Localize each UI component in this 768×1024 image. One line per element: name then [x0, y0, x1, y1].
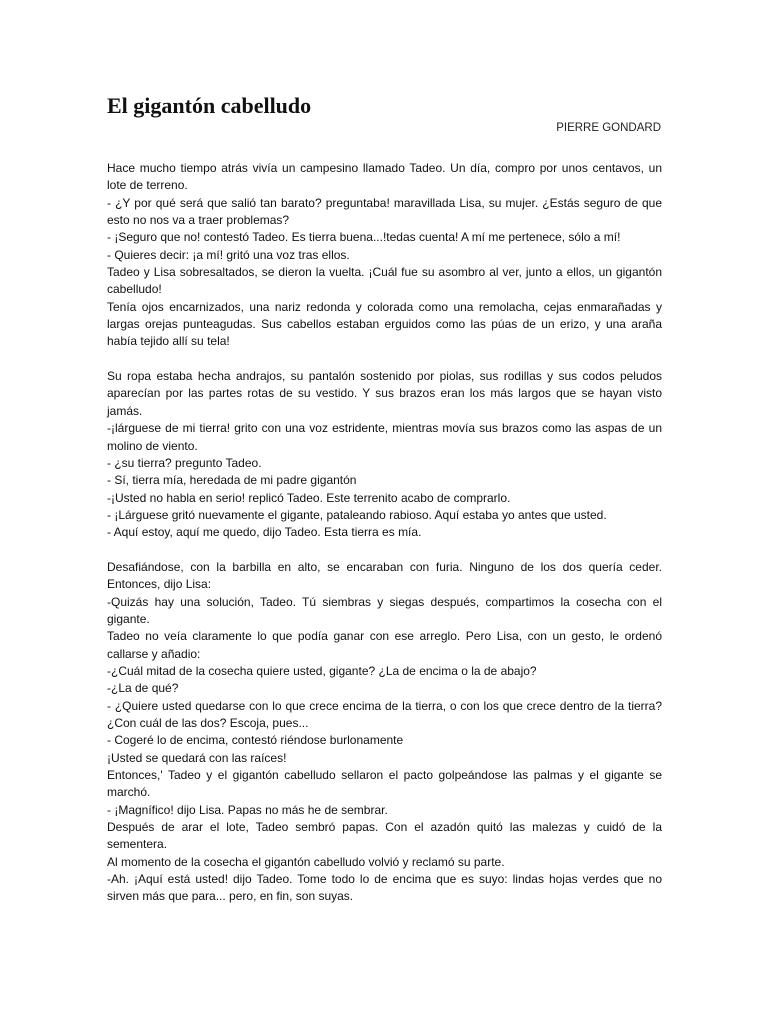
- document-title: El gigantón cabelludo: [107, 93, 312, 118]
- paragraph: Tadeo y Lisa sobresaltados, se dieron la vuelta. ¡Cuál fue su asombro al ver, junto a ellos, un gigantón cabelludo!: [107, 265, 662, 297]
- section-2: [107, 368, 662, 541]
- paragraph: - Quieres decir: ¡a mí! gritó una voz tras ellos.: [107, 247, 350, 262]
- paragraph: - ¡Seguro que no! contestó Tadeo. Es tierra buena...!tedas cuenta! A mí me pertenece, sólo a mí!: [107, 230, 621, 245]
- paragraph: - Sí, tierra mía, heredada de mi padre gigantón: [107, 473, 357, 488]
- paragraph: - ¿su tierra? pregunto Tadeo.: [107, 455, 262, 470]
- paragraph: -¿Cuál mitad de la cosecha quiere usted, gigante? ¿La de encima o la de abajo?: [107, 663, 537, 678]
- paragraph: -¡Usted no habla en serio! replicó Tadeo. Este terrenito acabo de comprarlo.: [107, 490, 511, 505]
- paragraph: Su ropa estaba hecha andrajos, su pantalón sostenido por piolas, sus rodillas y sus codos peludos aparecían por las partes rotas de su vestido. Y sus brazos eran los más largos que se hayan visto jamás.: [107, 369, 662, 418]
- paragraph: Hace mucho tiempo atrás vivía un campesino llamado Tadeo. Un día, compro por unos centavos, un lote de terreno.: [107, 161, 662, 193]
- paragraph-gap: [107, 542, 662, 559]
- paragraph-gap: [107, 351, 662, 368]
- paragraph: - ¿Quiere usted quedarse con lo que crece encima de la tierra, o con los que crece dentro de la tierra? ¿Con cuál de las dos? Escoja, pues...: [107, 698, 662, 730]
- paragraph: -¡lárguese de mi tierra! grito con una voz estridente, mientras movía sus brazos como las aspas de un molino de viento.: [107, 421, 662, 453]
- story-body: [107, 160, 662, 906]
- paragraph: -Quizás hay una solución, Tadeo. Tú siembras y siegas después, compartimos la cosecha con el gigante.: [107, 594, 662, 626]
- paragraph: - ¿Y por qué será que salió tan barato? preguntaba! maravillada Lisa, su mujer. ¿Estás seguro de que esto no nos va a traer problemas?: [107, 195, 662, 228]
- section-1: [107, 160, 662, 351]
- paragraph: Desafiándose, con la barbilla en alto, se encaraban con furia. Ninguno de los dos quería ceder. Entonces, dijo Lisa:: [107, 559, 662, 592]
- paragraph: -¿La de qué?: [107, 681, 179, 696]
- paragraph: ¡Usted se quedará con las raíces!: [107, 750, 287, 765]
- paragraph: - Aquí estoy, aquí me quedo, dijo Tadeo. Esta tierra es mía.: [107, 525, 422, 540]
- paragraph: Tenía ojos encarnizados, una nariz redonda y colorada como una remolacha, cejas enmarañadas y largas orejas punteagudas. Sus cabellos estaban erguidos como las púas de un erizo, y una araña había tejido allí su tela!: [107, 299, 662, 349]
- paragraph: Al momento de la cosecha el gigantón cabelludo volvió y reclamó su parte.: [107, 854, 505, 869]
- paragraph: - ¡Lárguese gritó nuevamente el gigante, pataleando rabioso. Aquí estaba yo antes que usted.: [107, 507, 607, 522]
- section-3: [107, 559, 662, 906]
- paragraph: Entonces,' Tadeo y el gigantón cabelludo sellaron el pacto golpeándose las palmas y el gigante se marchó.: [107, 768, 662, 800]
- paragraph: -Ah. ¡Aquí está usted! dijo Tadeo. Tome todo lo de encima que es suyo: lindas hojas verdes que no sirven más que para... pero, en fin, son suyas.: [107, 872, 662, 904]
- paragraph: Después de arar el lote, Tadeo sembró papas. Con el azadón quitó las malezas y cuidó de la sementera.: [107, 820, 662, 852]
- paragraph: Tadeo no veía claramente lo que podía ganar con ese arreglo. Pero Lisa, con un gesto, le ordenó callarse y añadio:: [107, 629, 662, 661]
- paragraph: - Cogeré lo de encima, contestó riéndose burlonamente: [107, 733, 404, 748]
- author-name: PIERRE GONDARD: [556, 122, 661, 134]
- paragraph: - ¡Magnífico! dijo Lisa. Papas no más he de sembrar.: [107, 802, 388, 817]
